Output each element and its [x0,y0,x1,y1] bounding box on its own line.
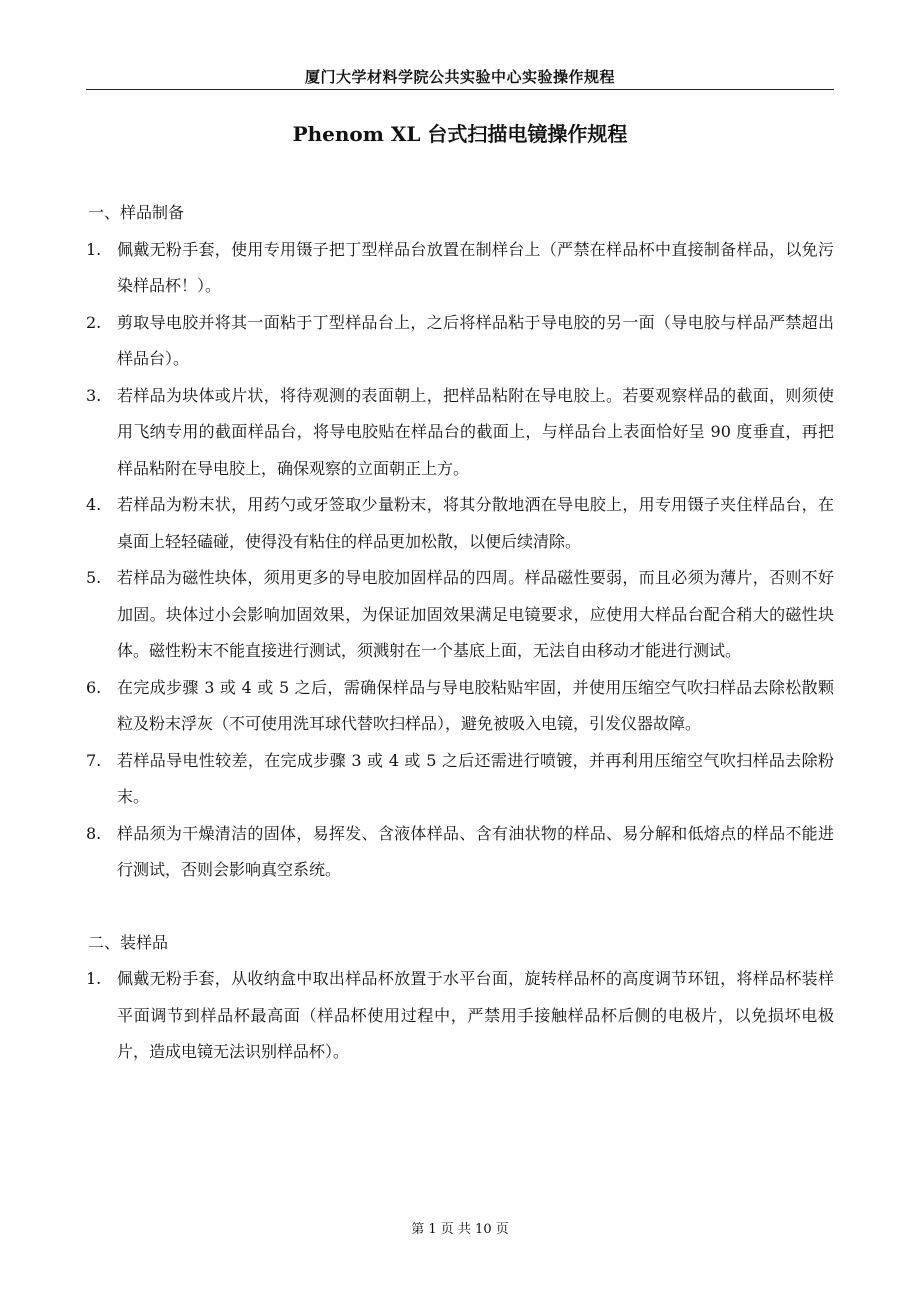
list-item [86,305,834,378]
item-text: 样品须为干燥清洁的固体，易挥发、含液体样品、含有油状物的样品、易分解和低熔点的样品不能进行测试，否则会影响真空系统。 [117,823,834,879]
page-header: 厦门大学材料学院公共实验中心实验操作规程 [304,68,615,86]
item-text: 佩戴无粉手套，使用专用镊子把丁型样品台放置在制样台上（严禁在样品杯中直接制备样品，以免污染样品杯！）。 [117,239,834,295]
document-body [86,195,834,1071]
section-sample-preparation [86,195,834,889]
header-rule [86,89,834,90]
item-text: 若样品为粉末状，用药勺或牙签取少量粉末，将其分散地洒在导电胶上，用专用镊子夹住样品台，在桌面上轻轻磕碰，使得没有粘住的样品更加松散，以便后续清除。 [117,495,834,551]
step-list [86,961,834,1071]
item-number: 5. [86,568,102,587]
item-text: 若样品导电性较差，在完成步骤 3 或 4 或 5 之后还需进行喷镀，并再利用压缩空气吹扫样品去除粉末。 [117,750,834,806]
list-item [86,560,834,670]
page-footer: 第 1 页 共 10 页 [411,1222,509,1237]
item-number: 8. [86,823,102,843]
item-text: 在完成步骤 3 或 4 或 5 之后，需确保样品与导电胶粘贴牢固，并使用压缩空气吹扫样品去除松散颗粒及粉末浮灰（不可使用洗耳球代替吹扫样品），避免被吸入电镜，引发仪器故障。 [117,677,834,733]
list-item [86,743,834,816]
item-number: 4. [86,495,102,514]
list-item [86,487,834,560]
item-number: 1. [86,239,102,259]
item-number: 7. [86,750,102,770]
document-title: Phenom XL 台式扫描电镜操作规程 [292,122,628,146]
list-item [86,378,834,488]
list-item [86,816,834,889]
section-title: 二、装样品 [88,932,169,952]
section-load-sample [86,925,834,1071]
item-text: 若样品为磁性块体，须用更多的导电胶加固样品的四周。样品磁性要弱，而且必须为薄片，否则不好加固。块体过小会影响加固效果，为保证加固效果满足电镜要求，应使用大样品台配合稍大的磁性块体。磁性粉末不能直接进行测试，须溅射在一个基底上面，无法自由移动才能进行测试。 [117,568,834,660]
item-number: 1. [86,969,102,988]
item-text: 剪取导电胶并将其一面粘于丁型样品台上，之后将样品粘于导电胶的另一面（导电胶与样品严禁超出样品台）。 [117,312,834,368]
item-text: 佩戴无粉手套，从收纳盒中取出样品杯放置于水平台面，旋转样品杯的高度调节环钮，将样品杯装样平面调节到样品杯最高面（样品杯使用过程中，严禁用手接触样品杯后侧的电极片，以免损坏电极片，造成电镜无法识别样品杯）。 [117,969,834,1061]
list-item [86,670,834,743]
step-list [86,232,834,889]
section-spacer [86,889,834,925]
item-text: 若样品为块体或片状，将待观测的表面朝上，把样品粘附在导电胶上。若要观察样品的截面，则须使用飞纳专用的截面样品台，将导电胶贴在样品台的截面上，与样品台上表面恰好呈 90 度垂直，再把样品粘附在导电胶上，确保观察的立面朝正上方。 [117,385,834,478]
item-number: 6. [86,677,102,697]
item-number: 2. [86,312,102,332]
item-number: 3. [86,385,102,405]
list-item [86,232,834,305]
section-title: 一、样品制备 [88,203,185,222]
list-item [86,961,834,1071]
